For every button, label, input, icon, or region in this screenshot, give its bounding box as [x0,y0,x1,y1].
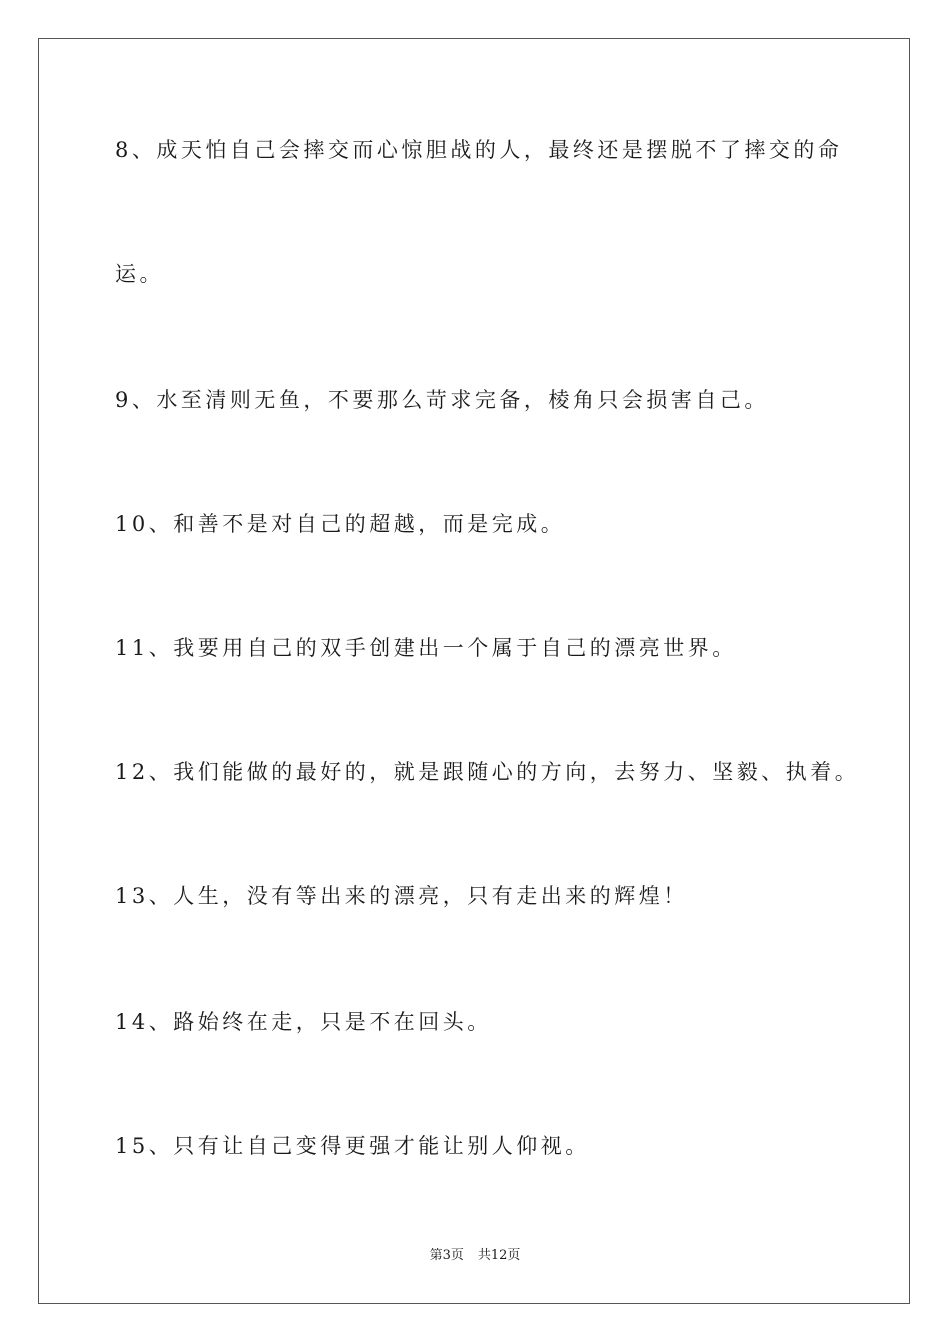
text-line: 10、和善不是对自己的超越，而是完成。 [115,512,566,536]
text-line: 13、人生，没有等出来的漂亮，只有走出来的辉煌！ [115,884,688,908]
page-number: 第3页 [429,1248,464,1263]
text-line: 14、路始终在走，只是不在回头。 [115,1010,492,1034]
text-line: 11、我要用自己的双手创建出一个属于自己的漂亮世界。 [115,636,737,660]
page-total: 共12页 [477,1248,521,1263]
page-frame [38,38,910,1304]
page-footer [0,1249,950,1262]
text-line: 运。 [115,262,164,286]
text-line: 8、成天怕自己会摔交而心惊胆战的人，最终还是摆脱不了摔交的命 [115,138,843,162]
text-line: 15、只有让自己变得更强才能让别人仰视。 [115,1134,590,1158]
text-line: 12、我们能做的最好的，就是跟随心的方向，去努力、坚毅、执着。 [115,760,860,784]
text-line: 9、水至清则无鱼，不要那么苛求完备，棱角只会损害自己。 [115,388,769,412]
